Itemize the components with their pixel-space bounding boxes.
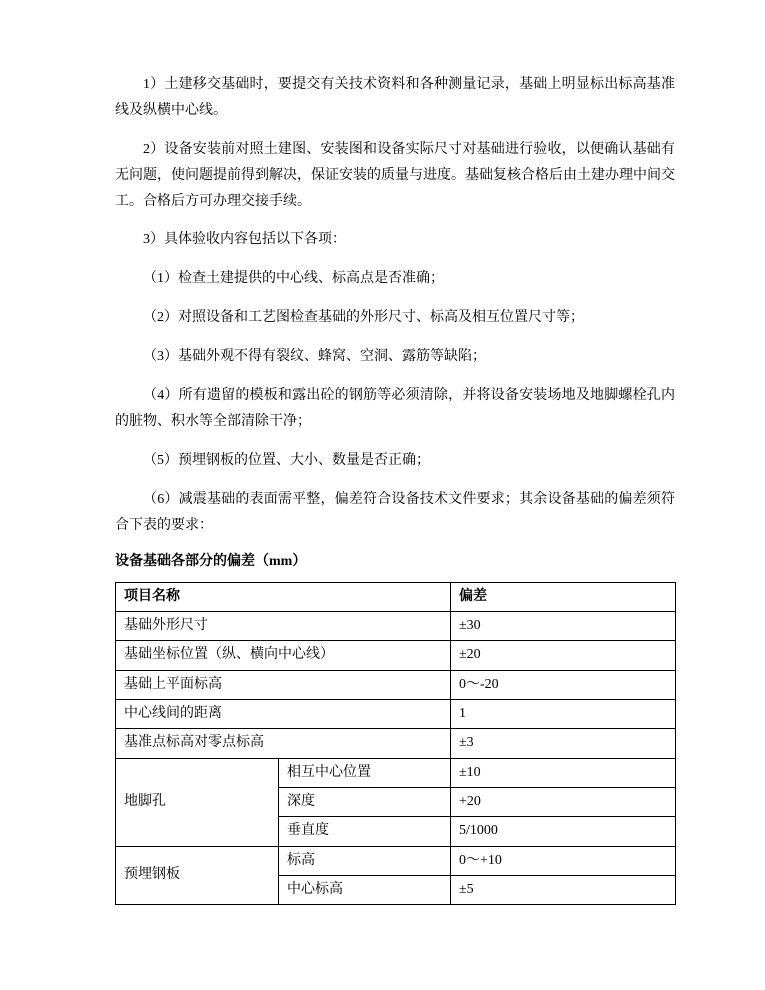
table-row (116, 641, 676, 670)
table-row-group (116, 846, 676, 875)
sub-row-name: 中心标高 (279, 875, 451, 904)
list-item-1: （1）检查土建提供的中心线、标高点是否准确； (143, 271, 444, 287)
paragraph-1: 1）土建移交基础时，要提交有关技术资料和各种测量记录，基础上明显标出标高基准线及纵横中心线。 (115, 77, 675, 118)
paragraph-3: 3）具体验收内容包括以下各项： (143, 232, 346, 248)
row-value: ±3 (451, 729, 676, 758)
row-name: 中心线间的距离 (116, 700, 451, 729)
row-value: ±30 (451, 612, 676, 641)
group-name: 预埋钢板 (116, 846, 279, 905)
list-item-4: （4）所有遗留的模板和露出砼的钢筋等必须清除，并将设备安装场地及地脚螺栓孔内的脏物、积水等全部清除干净； (115, 388, 675, 429)
row-name: 基础坐标位置（纵、横向中心线） (116, 641, 451, 670)
table-row (116, 612, 676, 641)
sub-row-name: 相互中心位置 (279, 758, 451, 787)
list-item-3: （3）基础外观不得有裂纹、蜂窝、空洞、露筋等缺陷； (143, 349, 486, 365)
sub-row-value: ±10 (451, 758, 676, 787)
row-name: 基础外形尺寸 (116, 612, 451, 641)
row-value: 1 (451, 700, 676, 729)
table-title: 设备基础各部分的偏差（mm） (115, 554, 307, 570)
row-value: ±20 (451, 641, 676, 670)
table-header-row (116, 582, 676, 611)
sub-row-name: 深度 (279, 787, 451, 816)
row-name: 基础上平面标高 (116, 670, 451, 699)
header-item-name: 项目名称 (116, 582, 451, 611)
deviation-table (115, 582, 676, 905)
list-item-5: （5）预埋钢板的位置、大小、数量是否正确； (143, 452, 430, 468)
sub-row-name: 标高 (279, 846, 451, 875)
sub-row-value: +20 (451, 787, 676, 816)
sub-row-name: 垂直度 (279, 817, 451, 846)
sub-row-value: 0～+10 (451, 846, 676, 875)
list-item-2: （2）对照设备和工艺图检查基础的外形尺寸、标高及相互位置尺寸等； (143, 310, 584, 326)
paragraph-2: 2）设备安装前对照土建图、安装图和设备实际尺寸对基础进行验收，以便确认基础有无问题，使问题提前得到解决，保证安装的质量与进度。基础复核合格后由土建办理中间交工。合格后方可办理交接手续。 (115, 141, 675, 209)
row-value: 0～-20 (451, 670, 676, 699)
table-row (116, 670, 676, 699)
row-name: 基准点标高对零点标高 (116, 729, 451, 758)
list-item-6: （6）减震基础的表面需平整，偏差符合设备技术文件要求；其余设备基础的偏差须符合下表的要求： (115, 491, 675, 533)
table-row (116, 700, 676, 729)
table-row (116, 729, 676, 758)
sub-row-value: 5/1000 (451, 817, 676, 846)
sub-row-value: ±5 (451, 875, 676, 904)
header-deviation: 偏差 (451, 582, 676, 611)
table-row-group (116, 758, 676, 787)
group-name: 地脚孔 (116, 758, 279, 846)
